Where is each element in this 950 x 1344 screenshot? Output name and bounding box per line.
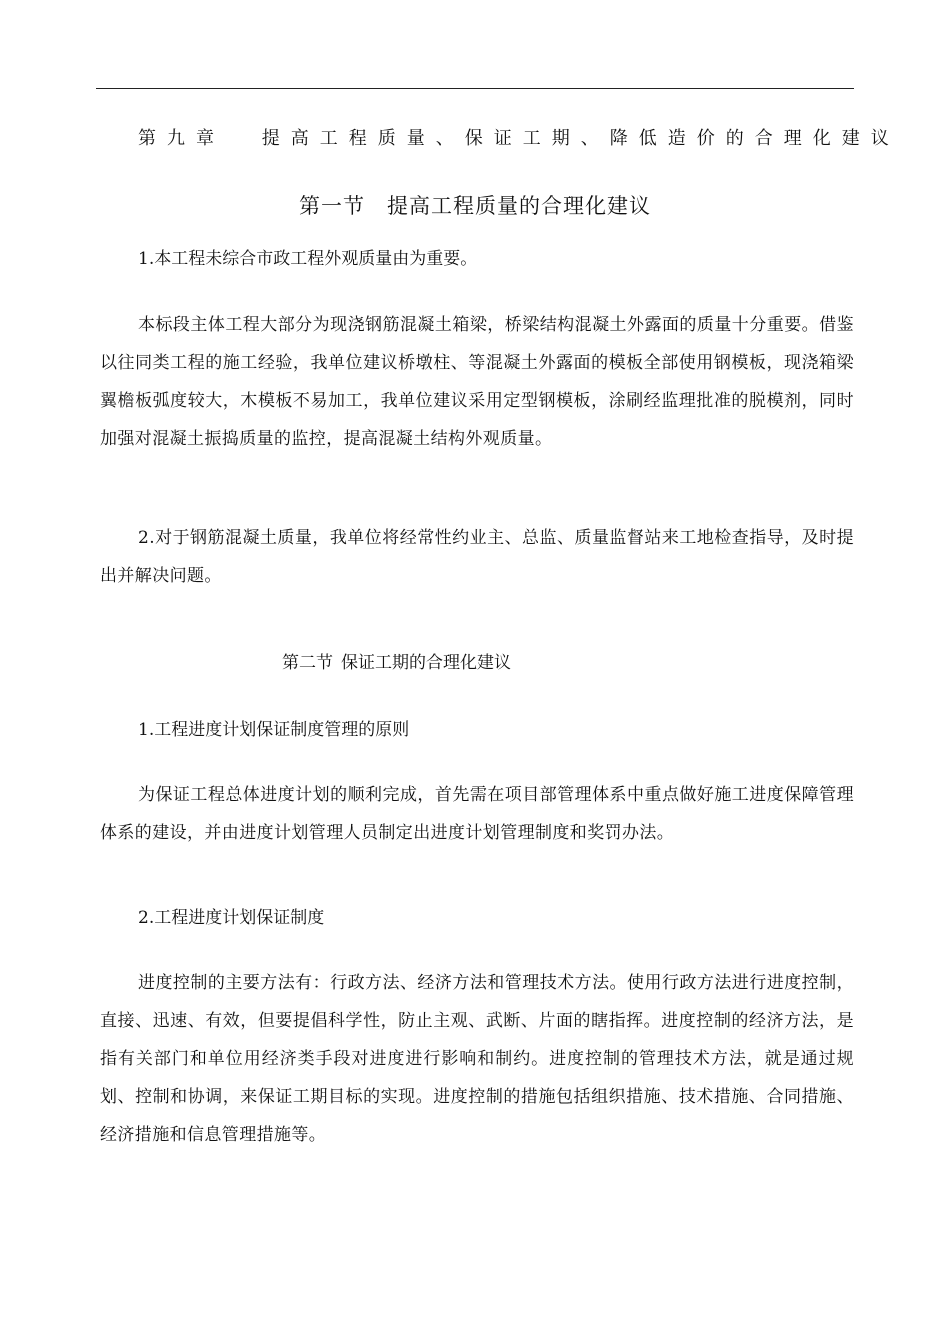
section2-title: 保证工期的合理化建议 bbox=[341, 653, 511, 673]
chapter-title: 提高工程质量、保证工期、降低造价的合理化建议 bbox=[261, 128, 900, 149]
s1-paragraph1: 本标段主体工程大部分为现浇钢筋混凝土箱梁，桥梁结构混凝土外露面的质量十分重要。借鉴以往同类工程的施工经验，我单位建议桥墩柱、等混凝土外露面的模板全部使用钢模板，现浇箱梁翼檐板弧度较大，木模板不易加工，我单位建议采用定型钢模板，涂刷经监理批准的脱模剂，同时加强对混凝土振捣质量的监控，提高混凝土结构外观质量。 bbox=[100, 315, 854, 449]
s1-item1: 1.本工程未综合市政工程外观质量由为重要。 bbox=[138, 249, 478, 269]
chapter-number: 第九章 bbox=[138, 128, 225, 149]
s2-item1: 1.工程进度计划保证制度管理的原则 bbox=[138, 720, 410, 740]
s2-paragraph1: 为保证工程总体进度计划的顺利完成，首先需在项目部管理体系中重点做好施工进度保障管理体系的建设，并由进度计划管理人员制定出进度计划管理制度和奖罚办法。 bbox=[100, 785, 854, 843]
section1-title: 提高工程质量的合理化建议 bbox=[387, 194, 651, 218]
section1-number: 第一节 bbox=[299, 194, 365, 218]
section2-number: 第二节 bbox=[282, 653, 333, 673]
s2-item2: 2.工程进度计划保证制度 bbox=[138, 908, 325, 928]
chapter-heading bbox=[138, 124, 900, 150]
s1-item2: 2.对于钢筋混凝土质量，我单位将经常性约业主、总监、质量监督站来工地检查指导，及时提出并解决问题。 bbox=[100, 528, 854, 586]
s2-paragraph2: 进度控制的主要方法有：行政方法、经济方法和管理技术方法。使用行政方法进行进度控制，直接、迅速、有效，但要提倡科学性，防止主观、武断、片面的瞎指挥。进度控制的经济方法，是指有关部门和单位用经济类手段对进度进行影响和制约。进度控制的管理技术方法，就是通过规划、控制和协调，来保证工期目标的实现。进度控制的措施包括组织措施、技术措施、合同措施、经济措施和信息管理措施等。 bbox=[100, 973, 854, 1145]
header-rule bbox=[96, 88, 854, 89]
section2-heading bbox=[282, 648, 511, 673]
section1-heading bbox=[0, 190, 950, 220]
